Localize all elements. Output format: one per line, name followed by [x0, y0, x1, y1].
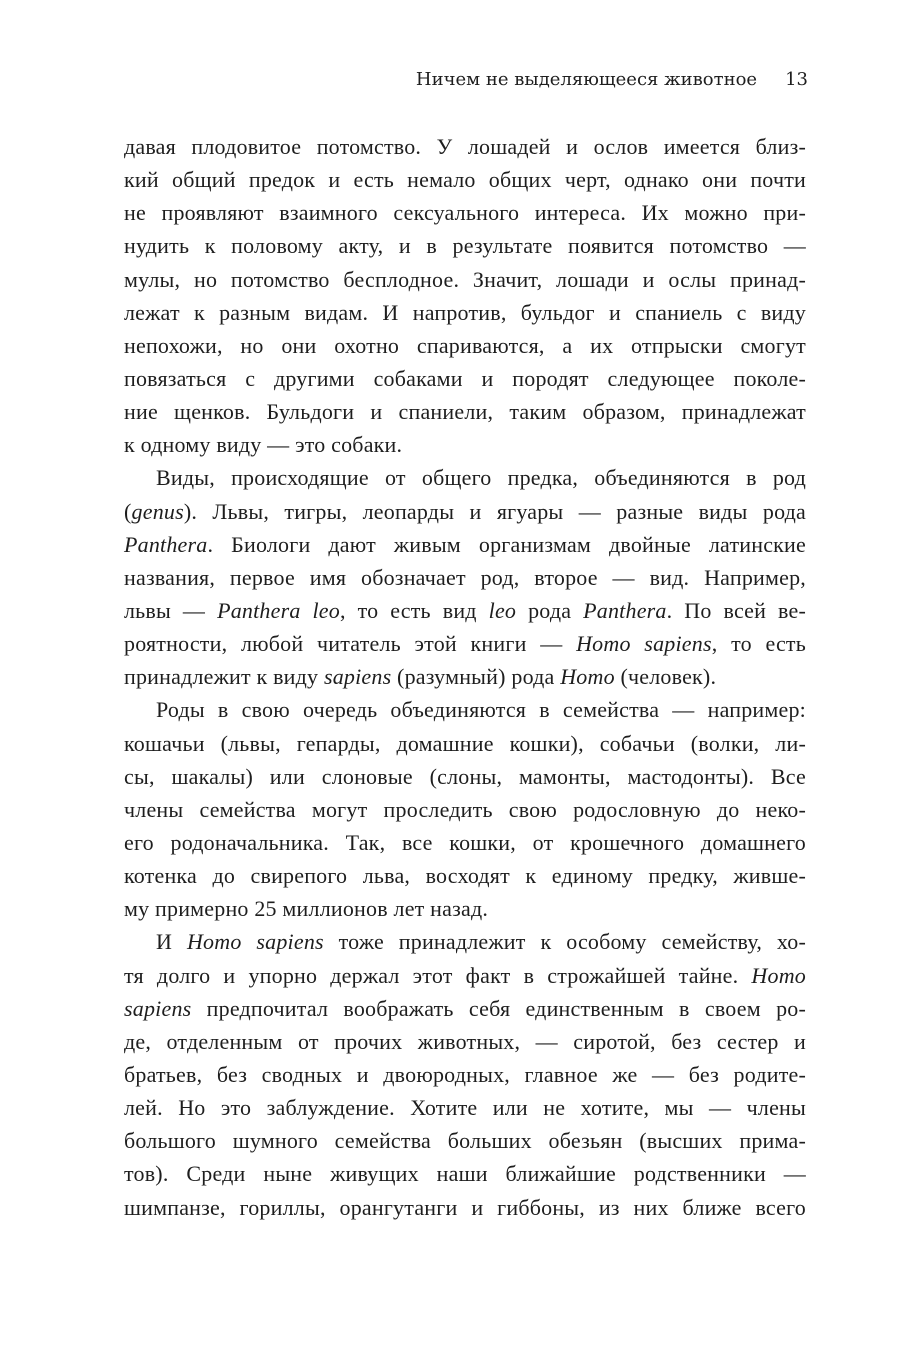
text-line: тов). Среди ныне живущих наши ближайшие родственники —	[124, 1161, 806, 1187]
text-line: роятности, любой читатель этой книги — Homo sapiens, то есть	[124, 631, 806, 657]
text-line: кий общий предок и есть немало общих черт, однако они почти	[124, 167, 806, 193]
text-line: му примерно 25 миллионов лет назад.	[124, 896, 489, 922]
text-line: его родоначальника. Так, все кошки, от крошечного домашнего	[124, 829, 806, 855]
running-head	[416, 66, 808, 94]
text-line: к одному виду — это собаки.	[124, 432, 403, 458]
chapter-title: Ничем не выделяющееся животное	[415, 69, 758, 90]
text-line: братьев, без сводных и двоюродных, главное же — без родите-	[124, 1061, 806, 1087]
text-line: давая плодовитое потомство. У лошадей и ослов имеется близ-	[124, 134, 806, 159]
text-line: sapiens предпочитал воображать себя единственным в своем ро-	[124, 995, 806, 1021]
text-line: ние щенков. Бульдоги и спаниели, таким образом, принадлежат	[124, 399, 806, 425]
text-line: члены семейства могут проследить свою родословную до неко-	[124, 796, 806, 822]
text-line: большого шумного семейства больших обезьян (высших прима-	[124, 1128, 806, 1154]
text-line: котенка до свирепого льва, восходят к единому предку, живше-	[124, 863, 806, 889]
text-line: де, отделенным от прочих животных, — сиротой, без сестер и	[124, 1028, 806, 1054]
text-line: Виды, происходящие от общего предка, объединяются в род	[156, 465, 806, 491]
text-line: мулы, но потомство бесплодное. Значит, лошади и ослы принад-	[124, 266, 806, 292]
text-line: не проявляют взаимного сексуального интереса. Их можно при-	[124, 200, 806, 226]
text-line: названия, первое имя обозначает род, второе — вид. Например,	[124, 564, 806, 590]
text-line: львы — Panthera leo, то есть вид leo рода Panthera. По всей ве-	[124, 597, 807, 623]
text-line: (genus). Львы, тигры, леопарды и ягуары — разные виды рода	[124, 498, 806, 524]
text-line: лей. Но это заблуждение. Хотите или не хотите, мы — члены	[124, 1095, 806, 1121]
text-line: лежат к разным видам. И напротив, бульдог и спаниель с виду	[124, 299, 806, 325]
text-line: шимпанзе, гориллы, орангутанги и гиббоны, из них ближе всего	[124, 1194, 806, 1220]
text-line: Роды в свою очередь объединяются в семейства — например:	[156, 697, 806, 723]
text-line: повязаться с другими собаками и породят следующее поколе-	[124, 365, 806, 391]
text-line: принадлежит к виду sapiens (разумный) рода Homo (человек).	[124, 664, 717, 690]
body-text	[124, 130, 806, 1224]
text-line: сы, шакалы) или слоновые (слоны, мамонты, мастодонты). Все	[124, 763, 806, 789]
text-line: нудить к половому акту, и в результате появится потомство —	[124, 233, 806, 259]
text-line: тя долго и упорно держал этот факт в строжайшей тайне. Homo	[124, 962, 806, 988]
page-number: 13	[785, 69, 808, 90]
text-line: кошачьи (львы, гепарды, домашние кошки), собачьи (волки, ли-	[124, 730, 806, 756]
text-line: Panthera. Биологи дают живым организмам двойные латинские	[124, 531, 806, 557]
text-line: непохожи, но они охотно спариваются, а их отпрыски смогут	[124, 332, 806, 358]
text-line: И Homo sapiens тоже принадлежит к особому семейству, хо-	[156, 929, 806, 955]
